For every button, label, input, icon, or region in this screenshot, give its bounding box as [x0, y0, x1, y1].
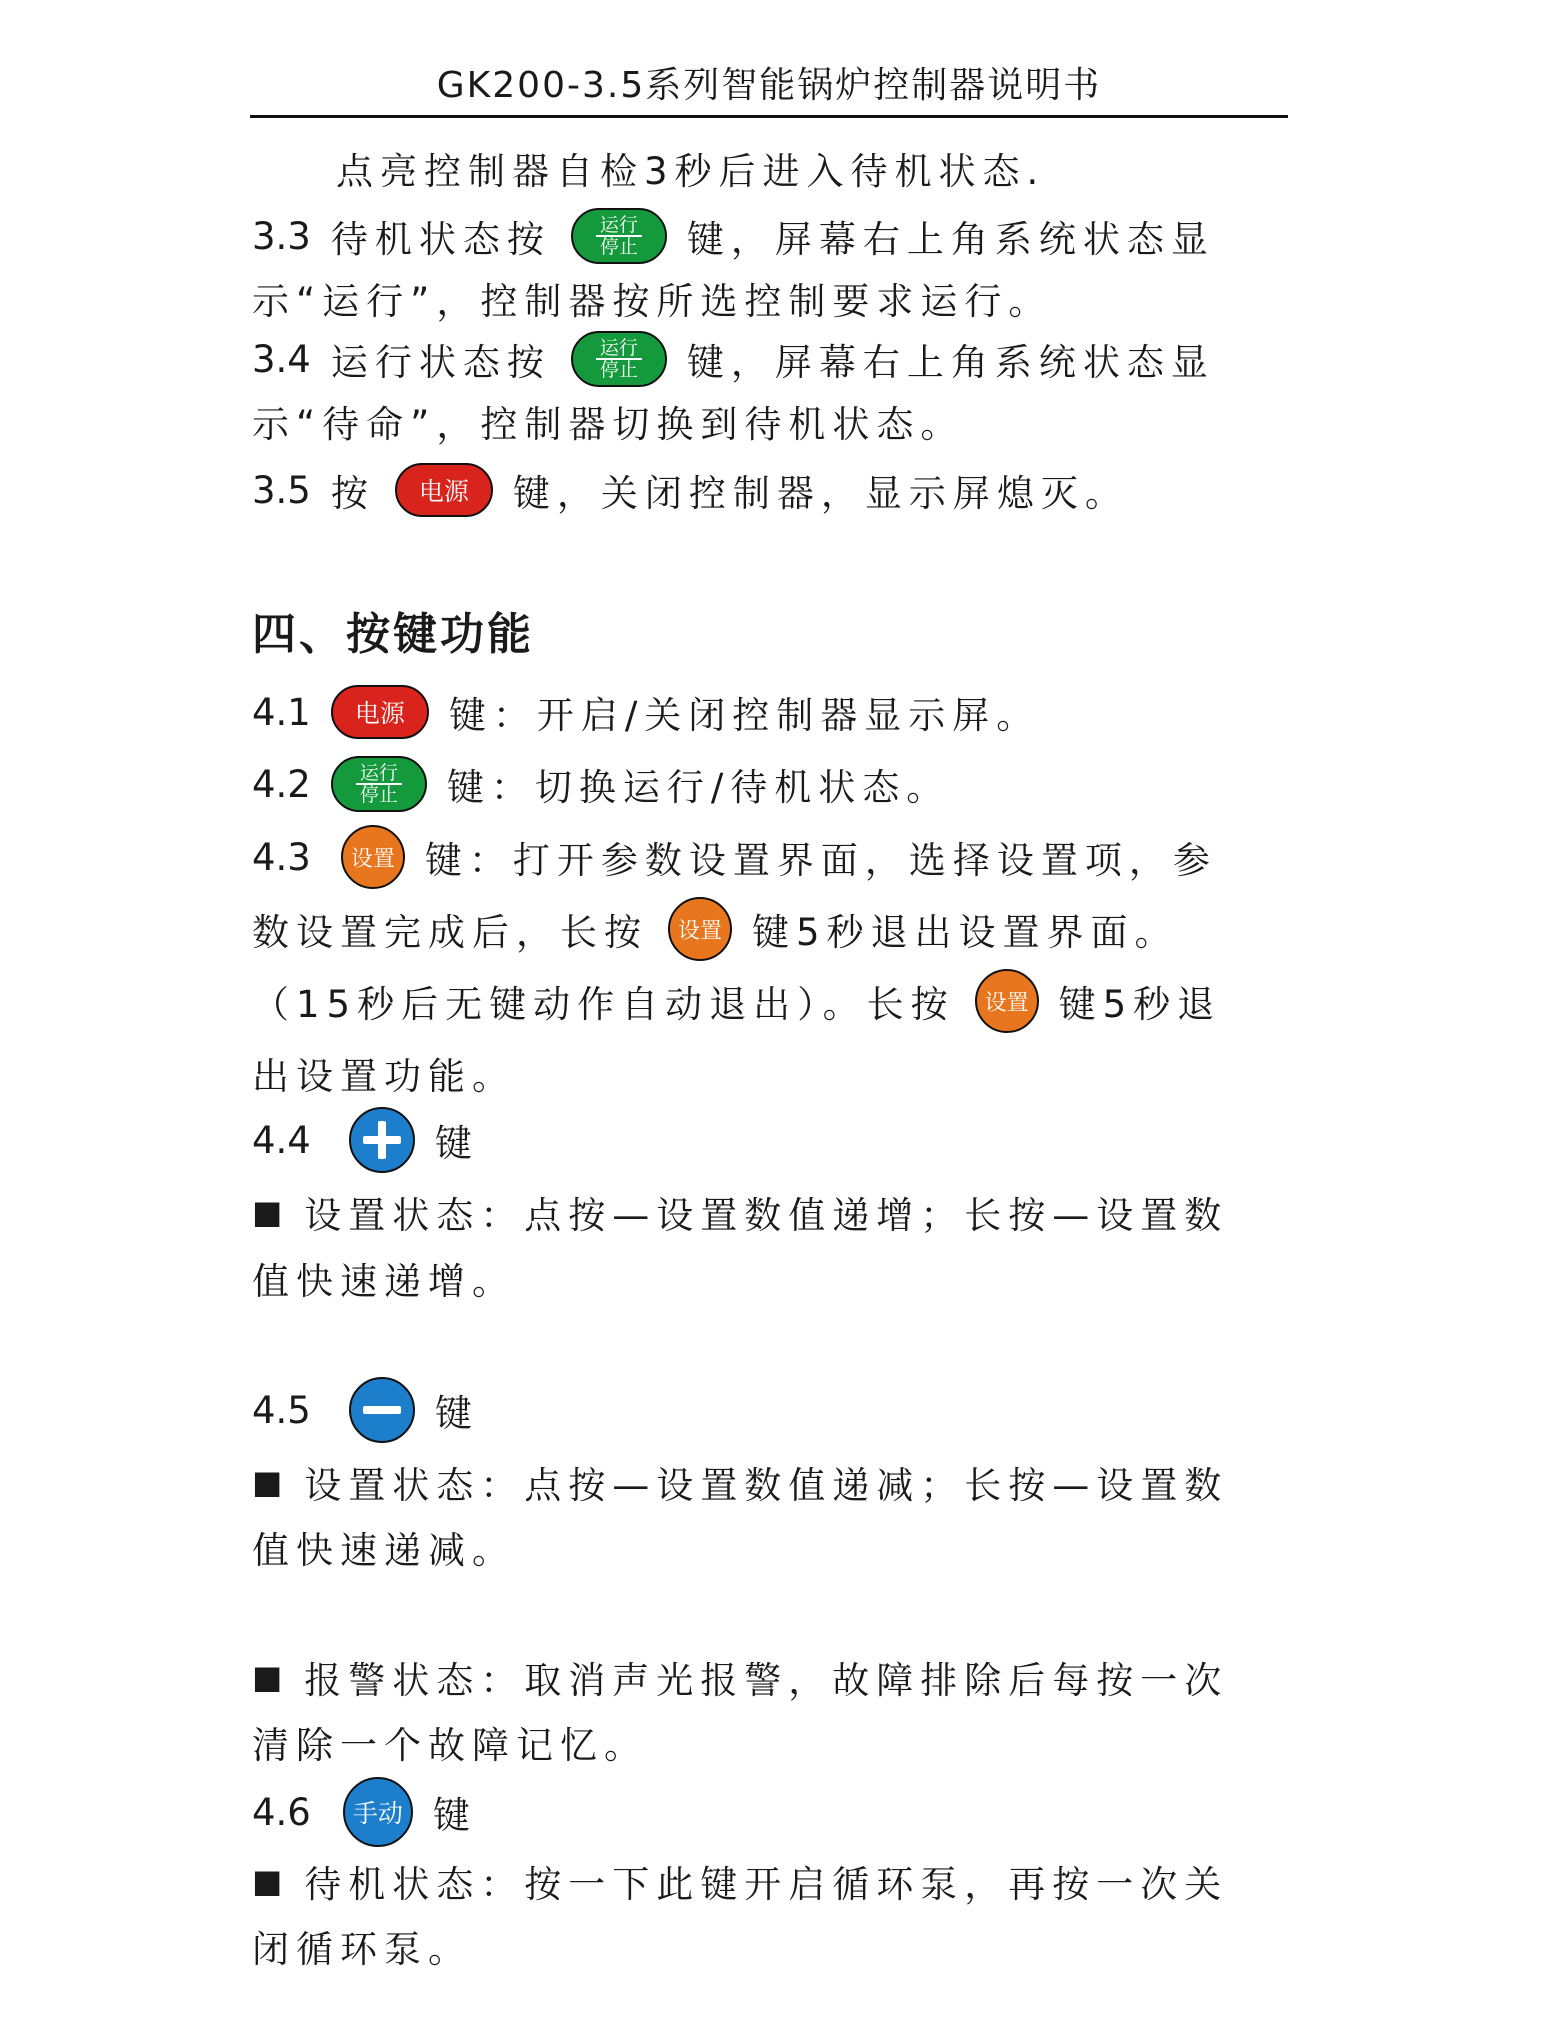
item-4-6-bullet-cont	[252, 1918, 472, 1974]
item-text: 键：开启/关闭控制器显示屏。	[448, 694, 1041, 737]
item-text: 值快速递减。	[252, 1529, 516, 1572]
item-number: 3.4	[252, 337, 311, 381]
item-text: 清除一个故障记忆。	[252, 1724, 648, 1767]
document-header: GK200-3.5系列智能锅炉控制器说明书	[436, 65, 1102, 106]
item-4-6	[252, 1784, 477, 1840]
item-text: 键	[434, 1392, 479, 1435]
run-label: 运行	[596, 215, 642, 237]
item-text: 值快速递增。	[252, 1260, 516, 1303]
manual-button-icon: 手动	[343, 1777, 413, 1847]
item-text: 设置状态：点按—设置数值递增；长按—设置数	[304, 1194, 1229, 1237]
item-text: 闭循环泵。	[252, 1928, 472, 1971]
item-number: 3.3	[252, 214, 311, 258]
item-4-3	[252, 829, 1217, 885]
item-text: 报警状态：取消声光报警，故障排除后每按一次	[304, 1659, 1229, 1702]
stop-label: 停止	[599, 236, 638, 258]
bullet-square: ■	[252, 1463, 283, 1501]
item-4-4	[252, 1112, 479, 1168]
item-4-6-bullet	[252, 1853, 1228, 1909]
item-4-5-bullet-2-cont	[252, 1714, 648, 1770]
item-text: 待机状态：按一下此键开启循环泵，再按一次关	[304, 1863, 1229, 1906]
stop-label: 停止	[599, 359, 638, 381]
item-4-5-bullet-1-cont	[252, 1519, 516, 1575]
item-4-2	[252, 756, 950, 812]
settings-button-icon: 设置	[668, 897, 732, 961]
item-number: 3.5	[252, 468, 311, 512]
item-text: 示“待命”，控制器切换到待机状态。	[252, 403, 965, 446]
bullet-square: ■	[252, 1862, 283, 1900]
item-text: 键	[432, 1794, 477, 1837]
power-button-icon: 电源	[395, 463, 493, 517]
item-text: 按	[330, 472, 375, 515]
run-label: 运行	[596, 338, 642, 360]
item-text: 键，屏幕右上角系统状态显	[686, 218, 1215, 261]
power-button-icon: 电源	[331, 685, 429, 739]
item-4-5-bullet-1	[252, 1454, 1228, 1510]
item-4-3-line-4	[252, 1045, 516, 1101]
item-4-4-bullet-cont	[252, 1250, 516, 1306]
item-number: 4.2	[252, 762, 311, 806]
run-stop-button-icon	[331, 756, 427, 812]
item-4-5	[252, 1382, 479, 1438]
bullet-square: ■	[252, 1658, 283, 1696]
item-3-4-cont	[252, 393, 964, 449]
item-4-3-line-2	[252, 901, 1179, 957]
intro-text: 点亮控制器自检3秒后进入待机状态.	[336, 150, 1046, 193]
item-text: 键5秒退出设置界面。	[752, 911, 1179, 954]
item-number: 4.1	[252, 690, 311, 734]
run-stop-button-icon	[571, 208, 667, 264]
item-text: （15秒后无键动作自动退出）。长按	[252, 983, 955, 1026]
settings-button-icon: 设置	[341, 825, 405, 889]
item-text: 运行状态按	[330, 341, 551, 384]
item-3-5	[252, 462, 1129, 518]
item-text: 键，屏幕右上角系统状态显	[686, 341, 1215, 384]
item-number: 4.5	[252, 1388, 311, 1432]
item-4-1	[252, 684, 1040, 740]
item-number: 4.6	[252, 1790, 311, 1834]
header-rule	[250, 115, 1288, 118]
item-4-3-line-3	[252, 973, 1221, 1029]
item-3-3	[252, 208, 1215, 264]
stop-label: 停止	[359, 784, 398, 806]
item-text: 键：切换运行/待机状态。	[446, 766, 951, 809]
item-4-4-bullet	[252, 1184, 1228, 1240]
intro-line	[336, 140, 1045, 196]
item-text: 数设置完成后，长按	[252, 911, 648, 954]
item-text: 待机状态按	[330, 218, 551, 261]
item-text: 设置状态：点按—设置数值递减；长按—设置数	[304, 1464, 1229, 1507]
minus-button-icon	[349, 1377, 415, 1443]
section-heading: 四、按键功能	[252, 609, 534, 660]
plus-button-icon	[349, 1107, 415, 1173]
item-3-4	[252, 331, 1215, 387]
item-text: 示“运行”，控制器按所选控制要求运行。	[252, 280, 1053, 323]
run-label: 运行	[356, 763, 402, 785]
item-number: 4.4	[252, 1118, 311, 1162]
item-text: 键5秒退	[1058, 983, 1222, 1026]
item-3-3-cont	[252, 270, 1052, 326]
settings-button-icon: 设置	[975, 969, 1039, 1033]
run-stop-button-icon	[571, 331, 667, 387]
item-text: 键，关闭控制器，显示屏熄灭。	[512, 472, 1129, 515]
item-text: 键：打开参数设置界面，选择设置项，参	[424, 839, 1217, 882]
item-text: 出设置功能。	[252, 1055, 516, 1098]
item-number: 4.3	[252, 835, 311, 879]
bullet-square: ■	[252, 1193, 283, 1231]
item-text: 键	[434, 1122, 479, 1165]
item-4-5-bullet-2	[252, 1649, 1228, 1705]
